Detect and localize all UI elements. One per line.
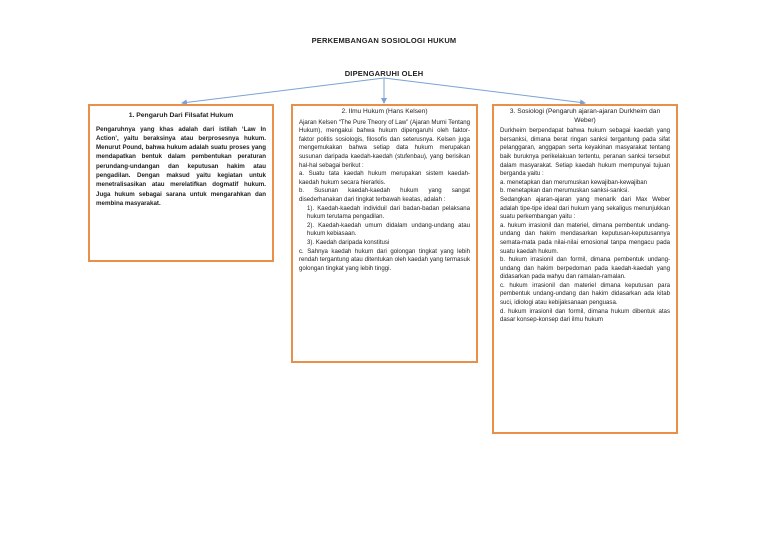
box-list-item: c. Sahnya kaedah hukum dari golongan tingkat yang lebih rendah tergantung atau ditentukan oleh kaedah yang termasuk golongan tingkat yang lebih tinggi. <box>299 247 470 272</box>
box-list-item: b. hukum irrasionil dan formil, dimana pembentuk undang-undang dan hakim berpedoman pada kaedah-kaedah yang didasarkan pada wahyu dan ramalan-ramalan. <box>500 256 670 281</box>
box-list-item: a. hukum irrasionil dan materiel, dimana pembentuk undang-undang dan hakim mendasarkan keputusan-keputusannya semata-mata pada nilai-nilai emosional tanpa mengacu pada suatu kaedah hukum. <box>500 221 670 255</box>
box-list-item: c. hukum irrasionil dan materiel dimana keputusan para pembentuk undang-undang dan hakim didasarkan ada kitab suci, idiologi atau kebijaksanaan penguasa. <box>500 281 670 307</box>
arrow-to-box-3 <box>384 78 585 103</box>
box-heading: 1. Pengaruh Dari Filsafat Hukum <box>128 112 234 119</box>
box-list-item: b. Susunan kaedah-kaedah hukum yang sangat disederhanakan dari tingkat terbawah keatas, adalah : <box>299 187 470 203</box>
influence-box-philosophy <box>88 104 274 262</box>
box-sub-item: 2). Kaedah-kaedah umum didalam undang-undang atau hukum kebiasaan. <box>307 221 470 238</box>
box-paragraph: Sedangkan ajaran-ajaran yang menarik dari Max Weber adalah tipe-tipe ideal dari hukum yang sekaligus menunjukkan suatu perkembangan yaitu : <box>500 195 670 221</box>
influence-box-legal-science <box>291 104 478 363</box>
diagram-title: PERKEMBANGAN SOSIOLOGI HUKUM <box>311 36 457 45</box>
influence-box-sociology <box>492 104 678 434</box>
box-sub-item: 1). Kaedah-kaedah individuil dari badan-badan pelaksana hukum terutama pengadilan. <box>307 204 470 221</box>
box-paragraph: Durkheim berpendapat bahwa hukum sebagai kaedah yang bersanksi, dimana berat ringan sanksi tergantung pada sifat pelanggaran, anggapan serta keyakinan masyarakat tentang baik buruknya perikelakuan tertentu, peranan sanksi tersebut dalam masyarakat. Setiap kaedah hukum mempunyai tujuan berganda yaitu : <box>500 127 670 178</box>
box-list-item: b. menetapkan dan merumuskan sanksi-sanksi. <box>500 187 630 195</box>
box-list-item: a. menetapkan dan merumuskan kewajiban-kewajiban <box>500 178 648 186</box>
box-sub-item: 3). Kaedah daripada konstitusi <box>307 238 390 246</box>
box-paragraph: Ajaran Kelsen “The Pure Theory of Law” (Ajaran Murni Tentang Hukum), mengakui bahwa hukum dipengaruhi oleh faktor-faktor politis sosiologis, filosofis dan seterusnya. Kelsen juga mengemukakan bahwa setiap data hukum merupakan susunan daripada kaedah-kaedah (stufenbau), yang berisikan hal-hal sebagai berikut : <box>299 118 470 169</box>
box-paragraph: Pengaruhnya yang khas adalah dari istilah ‘Law In Action’, yaitu beraksinya atau berprosesnya hukum. Menurut Pound, bahwa hukum adalah suatu proses yang mendapatkan bentuk dalam pembentukan peraturan perundang-undangan dan keputusan hakim atau pengadilan. Dengan maksud yaitu kegiatan untuk menetralisasikan atau merelatifkan dogmatif hukum. Juga hukum sebagai sarana untuk mengarahkan dan membina masyarakat. <box>96 125 266 207</box>
box-heading: 2. Ilmu Hukum (Hans Kelsen) <box>341 108 428 115</box>
arrow-to-box-1 <box>182 78 384 103</box>
box-list-item: d. hukum irrasionil dan formil, dimana hukum dibentuk atas dasar konsep-konsep dari ilmu hukum <box>500 307 670 324</box>
box-list-item: a. Suatu tata kaedah hukum merupakan sistem kaedah-kaedah hukum secara hierarkis. <box>299 170 470 186</box>
diagram-subtitle: DIPENGARUHI OLEH <box>344 69 424 78</box>
box-heading: 3. Sosiologi (Pengaruh ajaran-ajaran Durkheim dan Weber) <box>509 108 661 124</box>
